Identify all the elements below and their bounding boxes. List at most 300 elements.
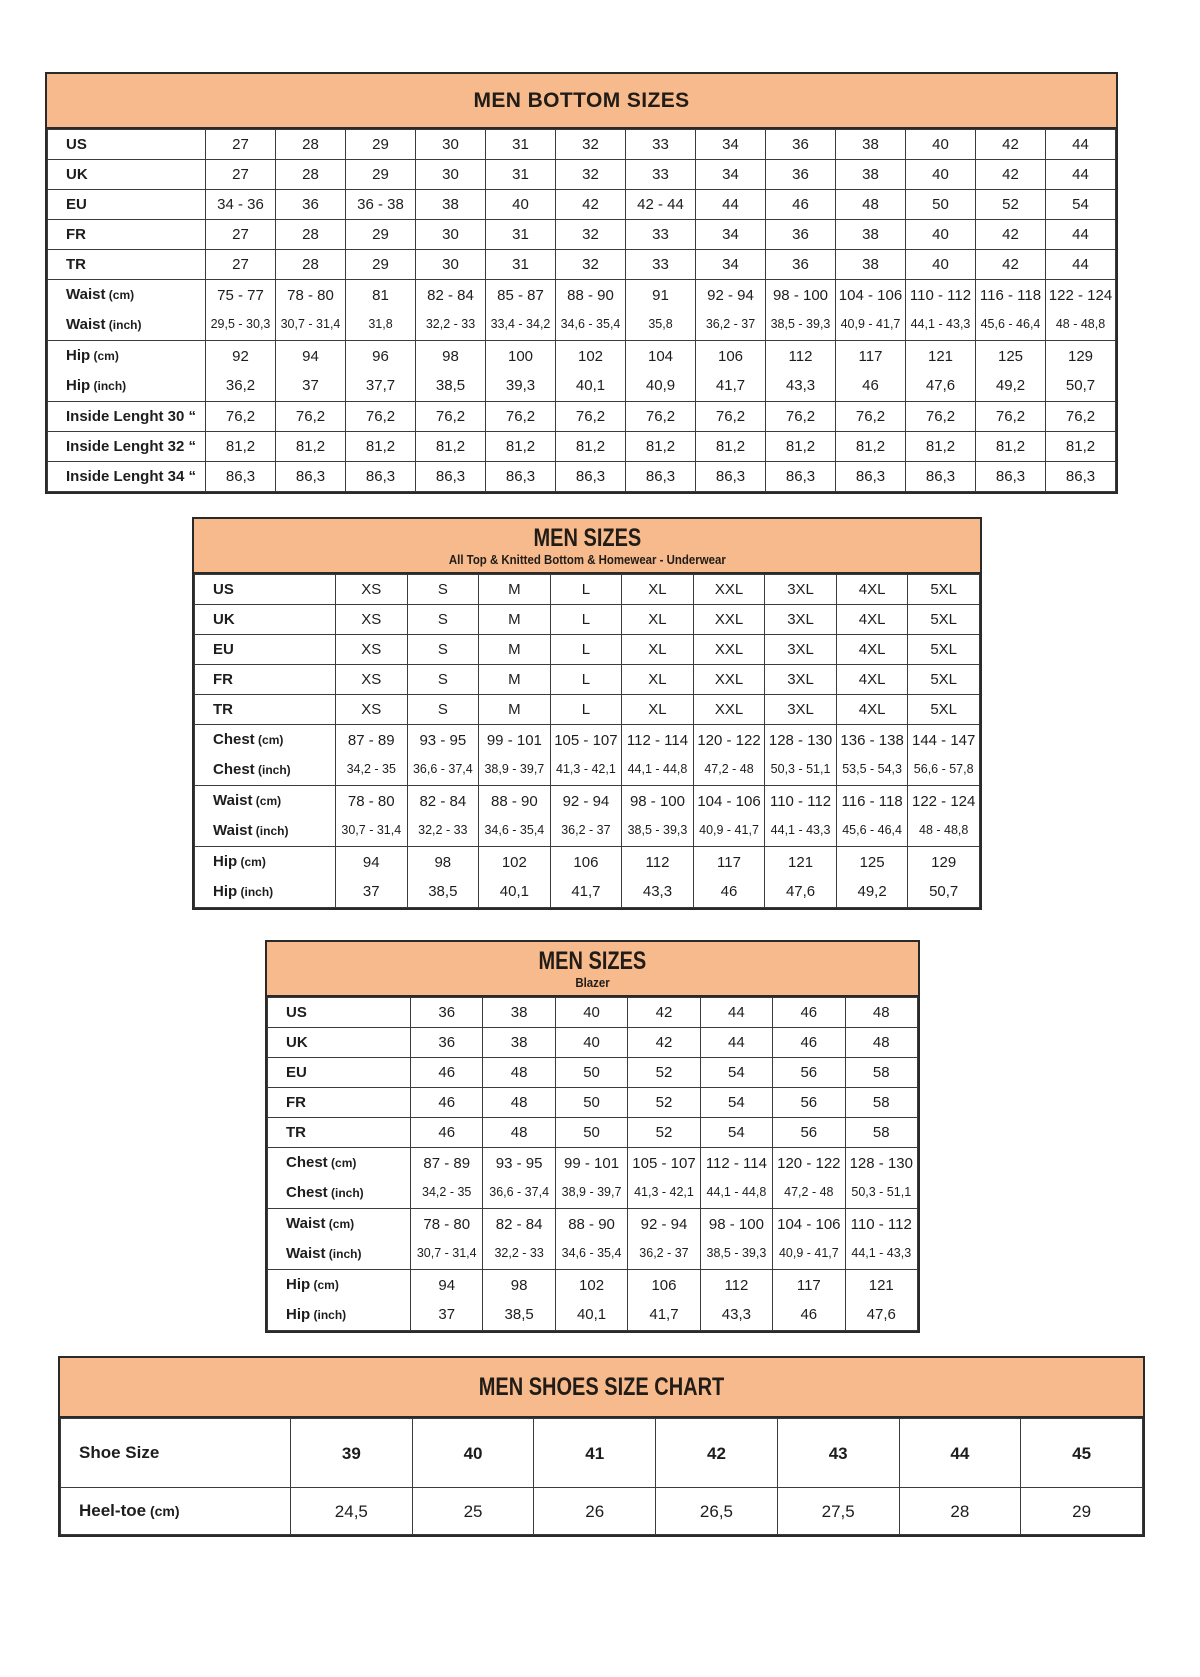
table-cell: 4XL: [836, 695, 908, 725]
table-cell: 82 - 84 32,2 - 33: [483, 1209, 555, 1270]
table-cell: 56: [773, 1088, 845, 1118]
table-cell: 48: [483, 1088, 555, 1118]
table-cell: 50: [555, 1118, 627, 1148]
table-cell: 76,2: [976, 402, 1046, 432]
table-cell: 88 - 90 34,6 - 35,4: [556, 280, 626, 341]
table-cell: 56: [773, 1058, 845, 1088]
table-cell: 104 40,9: [626, 341, 696, 402]
table-cell: 33: [626, 250, 696, 280]
table-cell: 106 41,7: [628, 1270, 700, 1331]
table-cell: 129 50,7: [1046, 341, 1116, 402]
table-cell: 33: [626, 160, 696, 190]
row-label: Waist (cm) Waist (inch): [48, 280, 206, 341]
men-bottom-sizes-header: [47, 74, 1116, 129]
table-cell: 38: [483, 998, 555, 1028]
table-row: [268, 1058, 918, 1088]
table-cell: 30: [416, 160, 486, 190]
table-cell: 94 37: [336, 847, 408, 908]
table-row: [48, 190, 1116, 220]
table-cell: 93 - 95 36,6 - 37,4: [407, 725, 479, 786]
table-cell: 54: [700, 1088, 772, 1118]
table-row: [48, 462, 1116, 492]
table-cell: 81,2: [206, 432, 276, 462]
table-row: [195, 605, 980, 635]
table-cell: 31: [486, 130, 556, 160]
table-cell: 94 37: [411, 1270, 483, 1331]
table-cell: 112 - 114 44,1 - 44,8: [700, 1148, 772, 1209]
table-cell: 104 - 106 40,9 - 41,7: [773, 1209, 845, 1270]
table-cell: 28: [276, 130, 346, 160]
table-cell: 29: [346, 130, 416, 160]
table-cell: 98 38,5: [483, 1270, 555, 1331]
table-cell: XS: [336, 575, 408, 605]
table-cell: 38: [836, 220, 906, 250]
table-cell: 4XL: [836, 665, 908, 695]
table-cell: 40: [555, 998, 627, 1028]
table-cell: 5XL: [908, 575, 980, 605]
table-cell: 32: [556, 250, 626, 280]
table-cell: 40: [906, 130, 976, 160]
table-cell: 54: [700, 1058, 772, 1088]
table-cell: 56: [773, 1118, 845, 1148]
table-cell: 48: [483, 1118, 555, 1148]
table-cell: 82 - 84 32,2 - 33: [407, 786, 479, 847]
row-label: Heel-toe (cm): [61, 1488, 291, 1535]
table-cell: M: [479, 635, 551, 665]
row-label: Chest (cm) Chest (inch): [268, 1148, 411, 1209]
table-cell: 104 - 106 40,9 - 41,7: [693, 786, 765, 847]
table-title: MEN BOTTOM SIZES: [473, 88, 690, 112]
table-cell: 27: [206, 130, 276, 160]
table-cell: 81,2: [346, 432, 416, 462]
table-cell: XL: [622, 665, 694, 695]
table-cell: 30: [416, 220, 486, 250]
table-cell: XXL: [693, 575, 765, 605]
table-title: MEN SIZES: [538, 947, 647, 975]
table-cell: S: [407, 605, 479, 635]
table-cell: 86,3: [976, 462, 1046, 492]
table-cell: 46: [766, 190, 836, 220]
table-cell: 38: [836, 160, 906, 190]
table-cell: 46: [411, 1088, 483, 1118]
table-cell: 110 - 112 44,1 - 43,3: [765, 786, 837, 847]
table-cell: 50: [906, 190, 976, 220]
table-cell: 30: [416, 250, 486, 280]
table-cell: 44: [1046, 220, 1116, 250]
table-cell: 81,2: [416, 432, 486, 462]
table-cell: 86,3: [416, 462, 486, 492]
table-row: [48, 432, 1116, 462]
table-row: [268, 1209, 918, 1270]
table-cell: 52: [628, 1088, 700, 1118]
table-cell: 3XL: [765, 695, 837, 725]
table-cell: 88 - 90 34,6 - 35,4: [479, 786, 551, 847]
table-cell: 92 - 94 36,2 - 37: [696, 280, 766, 341]
table-cell: S: [407, 635, 479, 665]
men-sizes-tops-table: [192, 517, 982, 910]
table-cell: 27: [206, 160, 276, 190]
table-row: [61, 1488, 1143, 1535]
table-cell: 26: [534, 1488, 656, 1535]
table-row: [268, 1088, 918, 1118]
table-cell: 116 - 118 45,6 - 46,4: [836, 786, 908, 847]
table-cell: 36 - 38: [346, 190, 416, 220]
table-cell: 50: [555, 1088, 627, 1118]
table-cell: 78 - 80 30,7 - 31,4: [411, 1209, 483, 1270]
table-cell: S: [407, 695, 479, 725]
table-cell: 92 36,2: [206, 341, 276, 402]
table-cell: 86,3: [766, 462, 836, 492]
table-cell: XL: [622, 605, 694, 635]
row-label: Inside Lenght 32 “: [48, 432, 206, 462]
table-cell: 38: [483, 1028, 555, 1058]
table-cell: 81,2: [836, 432, 906, 462]
table-cell: 38: [836, 130, 906, 160]
table-cell: 36: [411, 998, 483, 1028]
table-cell: 48: [845, 1028, 917, 1058]
table-cell: XXL: [693, 605, 765, 635]
table-cell: 81,2: [696, 432, 766, 462]
table-cell: M: [479, 695, 551, 725]
row-label: FR: [268, 1088, 411, 1118]
table-cell: 98 38,5: [407, 847, 479, 908]
row-label: TR: [268, 1118, 411, 1148]
table-cell: 42 - 44: [626, 190, 696, 220]
table-cell: 112 43,3: [766, 341, 836, 402]
table-cell: 44: [899, 1419, 1021, 1488]
table-cell: 81,2: [976, 432, 1046, 462]
row-label: Hip (cm) Hip (inch): [48, 341, 206, 402]
table-cell: 86,3: [906, 462, 976, 492]
table-cell: 112 43,3: [700, 1270, 772, 1331]
row-label: EU: [268, 1058, 411, 1088]
table-cell: XS: [336, 605, 408, 635]
table-row: [268, 1028, 918, 1058]
table-cell: 36: [766, 220, 836, 250]
table-row: [195, 695, 980, 725]
table-cell: 4XL: [836, 605, 908, 635]
table-cell: 24,5: [291, 1488, 413, 1535]
table-cell: 93 - 95 36,6 - 37,4: [483, 1148, 555, 1209]
table-cell: 117 46: [693, 847, 765, 908]
table-cell: 104 - 106 40,9 - 41,7: [836, 280, 906, 341]
table-cell: L: [550, 665, 622, 695]
table-cell: 31: [486, 220, 556, 250]
table-cell: 120 - 122 47,2 - 48: [693, 725, 765, 786]
table-cell: 31: [486, 250, 556, 280]
table-cell: 43: [777, 1419, 899, 1488]
table-row: [195, 847, 980, 908]
table-subtitle: All Top & Knitted Bottom & Homewear - Underwear: [448, 552, 726, 567]
table-cell: 40: [555, 1028, 627, 1058]
table-cell: 30: [416, 130, 486, 160]
men-sizes-blazer-grid: [267, 997, 918, 1331]
table-cell: 50: [555, 1058, 627, 1088]
table-title: MEN SHOES SIZE CHART: [478, 1372, 725, 1401]
table-cell: 96 37,7: [346, 341, 416, 402]
table-cell: 121 47,6: [765, 847, 837, 908]
table-cell: 44: [700, 998, 772, 1028]
table-cell: 3XL: [765, 575, 837, 605]
table-cell: 76,2: [836, 402, 906, 432]
table-cell: 99 - 101 38,9 - 39,7: [479, 725, 551, 786]
row-label: Waist (cm) Waist (inch): [195, 786, 336, 847]
row-label: FR: [195, 665, 336, 695]
table-cell: XS: [336, 695, 408, 725]
table-cell: 128 - 130 50,3 - 51,1: [845, 1148, 917, 1209]
table-cell: XXL: [693, 695, 765, 725]
table-row: [48, 220, 1116, 250]
row-label: EU: [48, 190, 206, 220]
size-chart-page: [0, 72, 1200, 1677]
table-cell: S: [407, 665, 479, 695]
table-cell: 144 - 147 56,6 - 57,8: [908, 725, 980, 786]
row-label: Shoe Size: [61, 1419, 291, 1488]
table-cell: 86,3: [626, 462, 696, 492]
table-cell: 44: [1046, 250, 1116, 280]
table-cell: 76,2: [626, 402, 696, 432]
table-cell: 4XL: [836, 575, 908, 605]
table-cell: 136 - 138 53,5 - 54,3: [836, 725, 908, 786]
table-cell: 42: [628, 998, 700, 1028]
table-cell: 42: [976, 160, 1046, 190]
table-cell: 110 - 112 44,1 - 43,3: [906, 280, 976, 341]
table-cell: 129 50,7: [908, 847, 980, 908]
table-cell: 3XL: [765, 605, 837, 635]
table-cell: 76,2: [696, 402, 766, 432]
table-cell: 81,2: [626, 432, 696, 462]
table-cell: 87 - 89 34,2 - 35: [411, 1148, 483, 1209]
table-cell: L: [550, 575, 622, 605]
men-shoes-size-chart-header: [60, 1358, 1143, 1418]
table-cell: 32: [556, 130, 626, 160]
table-cell: 125 49,2: [836, 847, 908, 908]
table-cell: 81,2: [486, 432, 556, 462]
row-label: UK: [48, 160, 206, 190]
table-cell: 110 - 112 44,1 - 43,3: [845, 1209, 917, 1270]
table-cell: XS: [336, 665, 408, 695]
table-cell: 5XL: [908, 665, 980, 695]
table-cell: 81,2: [766, 432, 836, 462]
table-row: [48, 160, 1116, 190]
table-cell: 42: [656, 1419, 778, 1488]
table-cell: M: [479, 575, 551, 605]
table-cell: XL: [622, 575, 694, 605]
table-cell: 105 - 107 41,3 - 42,1: [628, 1148, 700, 1209]
table-cell: L: [550, 635, 622, 665]
table-cell: 41: [534, 1419, 656, 1488]
table-cell: 117 46: [773, 1270, 845, 1331]
table-cell: 42: [628, 1028, 700, 1058]
table-cell: 86,3: [556, 462, 626, 492]
table-cell: 82 - 84 32,2 - 33: [416, 280, 486, 341]
table-row: [268, 1270, 918, 1331]
table-cell: 28: [276, 160, 346, 190]
table-cell: 27: [206, 220, 276, 250]
table-cell: 86,3: [836, 462, 906, 492]
row-label: US: [48, 130, 206, 160]
table-cell: 40: [486, 190, 556, 220]
table-cell: 106 41,7: [550, 847, 622, 908]
table-cell: 33: [626, 220, 696, 250]
table-cell: 29: [346, 220, 416, 250]
table-cell: 128 - 130 50,3 - 51,1: [765, 725, 837, 786]
table-cell: 112 43,3: [622, 847, 694, 908]
table-cell: 33: [626, 130, 696, 160]
table-cell: 91 35,8: [626, 280, 696, 341]
table-cell: 40: [906, 160, 976, 190]
table-cell: 36: [276, 190, 346, 220]
table-cell: 81,2: [276, 432, 346, 462]
table-cell: 76,2: [206, 402, 276, 432]
men-shoes-size-chart-table: [58, 1356, 1145, 1537]
table-cell: 36: [766, 130, 836, 160]
table-cell: 87 - 89 34,2 - 35: [336, 725, 408, 786]
table-cell: 106 41,7: [696, 341, 766, 402]
table-cell: XL: [622, 695, 694, 725]
table-cell: 36: [766, 250, 836, 280]
table-cell: 34: [696, 250, 766, 280]
table-cell: 102 40,1: [479, 847, 551, 908]
men-sizes-blazer-table: [265, 940, 920, 1333]
row-label: Hip (cm) Hip (inch): [268, 1270, 411, 1331]
table-cell: 100 39,3: [486, 341, 556, 402]
table-cell: 75 - 77 29,5 - 30,3: [206, 280, 276, 341]
men-bottom-sizes-table: [45, 72, 1118, 494]
table-row: [268, 1148, 918, 1209]
table-cell: 27: [206, 250, 276, 280]
table-cell: 102 40,1: [556, 341, 626, 402]
men-sizes-tops-grid: [194, 574, 980, 908]
table-row: [195, 665, 980, 695]
table-cell: 86,3: [1046, 462, 1116, 492]
row-label: EU: [195, 635, 336, 665]
table-cell: 86,3: [346, 462, 416, 492]
table-cell: 121 47,6: [906, 341, 976, 402]
table-cell: S: [407, 575, 479, 605]
table-cell: 46: [773, 1028, 845, 1058]
table-cell: 26,5: [656, 1488, 778, 1535]
table-cell: 94 37: [276, 341, 346, 402]
table-cell: 78 - 80 30,7 - 31,4: [276, 280, 346, 341]
row-label: Hip (cm) Hip (inch): [195, 847, 336, 908]
table-cell: 44: [700, 1028, 772, 1058]
table-cell: 42: [976, 130, 1046, 160]
table-cell: 36: [411, 1028, 483, 1058]
table-cell: 25: [412, 1488, 534, 1535]
table-cell: 85 - 87 33,4 - 34,2: [486, 280, 556, 341]
table-cell: 40: [906, 250, 976, 280]
table-cell: 81 31,8: [346, 280, 416, 341]
table-cell: 81,2: [906, 432, 976, 462]
table-row: [48, 250, 1116, 280]
table-cell: 116 - 118 45,6 - 46,4: [976, 280, 1046, 341]
row-label: TR: [195, 695, 336, 725]
table-cell: 54: [1046, 190, 1116, 220]
table-cell: 54: [700, 1118, 772, 1148]
table-cell: 40: [412, 1419, 534, 1488]
table-cell: 48: [483, 1058, 555, 1088]
table-row: [195, 635, 980, 665]
table-cell: 28: [276, 250, 346, 280]
table-cell: 76,2: [276, 402, 346, 432]
table-cell: 27,5: [777, 1488, 899, 1535]
table-cell: 36: [766, 160, 836, 190]
table-row: [195, 786, 980, 847]
table-cell: 40: [906, 220, 976, 250]
table-cell: 39: [291, 1419, 413, 1488]
table-cell: 76,2: [556, 402, 626, 432]
table-cell: 98 38,5: [416, 341, 486, 402]
row-label: UK: [195, 605, 336, 635]
table-cell: 112 - 114 44,1 - 44,8: [622, 725, 694, 786]
table-cell: M: [479, 605, 551, 635]
table-cell: 42: [556, 190, 626, 220]
men-sizes-tops-header: [194, 519, 980, 574]
table-cell: M: [479, 665, 551, 695]
table-cell: 98 - 100 38,5 - 39,3: [700, 1209, 772, 1270]
table-cell: 48: [845, 998, 917, 1028]
table-cell: L: [550, 695, 622, 725]
table-cell: 76,2: [906, 402, 976, 432]
table-cell: 86,3: [486, 462, 556, 492]
table-cell: 76,2: [346, 402, 416, 432]
table-cell: 58: [845, 1118, 917, 1148]
row-label: Waist (cm) Waist (inch): [268, 1209, 411, 1270]
table-cell: 31: [486, 160, 556, 190]
table-cell: 32: [556, 160, 626, 190]
row-label: Inside Lenght 34 “: [48, 462, 206, 492]
table-row: [268, 1118, 918, 1148]
table-cell: 52: [628, 1118, 700, 1148]
table-cell: L: [550, 605, 622, 635]
table-cell: 44: [1046, 160, 1116, 190]
table-cell: XS: [336, 635, 408, 665]
men-sizes-blazer-header: [267, 942, 918, 997]
table-cell: 122 - 124 48 - 48,8: [908, 786, 980, 847]
row-label: US: [195, 575, 336, 605]
table-cell: 125 49,2: [976, 341, 1046, 402]
table-cell: 76,2: [766, 402, 836, 432]
table-row: [48, 280, 1116, 341]
row-label: TR: [48, 250, 206, 280]
table-cell: 29: [346, 250, 416, 280]
table-cell: 78 - 80 30,7 - 31,4: [336, 786, 408, 847]
table-cell: 46: [773, 998, 845, 1028]
table-cell: 29: [346, 160, 416, 190]
table-cell: 105 - 107 41,3 - 42,1: [550, 725, 622, 786]
table-cell: 28: [276, 220, 346, 250]
table-row: [195, 575, 980, 605]
table-cell: 86,3: [696, 462, 766, 492]
table-cell: 5XL: [908, 605, 980, 635]
table-cell: 121 47,6: [845, 1270, 917, 1331]
table-cell: 32: [556, 220, 626, 250]
table-cell: 88 - 90 34,6 - 35,4: [555, 1209, 627, 1270]
men-bottom-sizes-grid: [47, 129, 1116, 492]
table-cell: 92 - 94 36,2 - 37: [550, 786, 622, 847]
table-cell: 76,2: [1046, 402, 1116, 432]
table-row: [195, 725, 980, 786]
table-cell: 86,3: [276, 462, 346, 492]
men-shoes-size-chart-grid: [60, 1418, 1143, 1535]
table-subtitle: Blazer: [575, 975, 610, 990]
table-cell: XXL: [693, 665, 765, 695]
table-cell: 34: [696, 220, 766, 250]
table-cell: 122 - 124 48 - 48,8: [1046, 280, 1116, 341]
table-cell: 34 - 36: [206, 190, 276, 220]
table-cell: 42: [976, 250, 1046, 280]
